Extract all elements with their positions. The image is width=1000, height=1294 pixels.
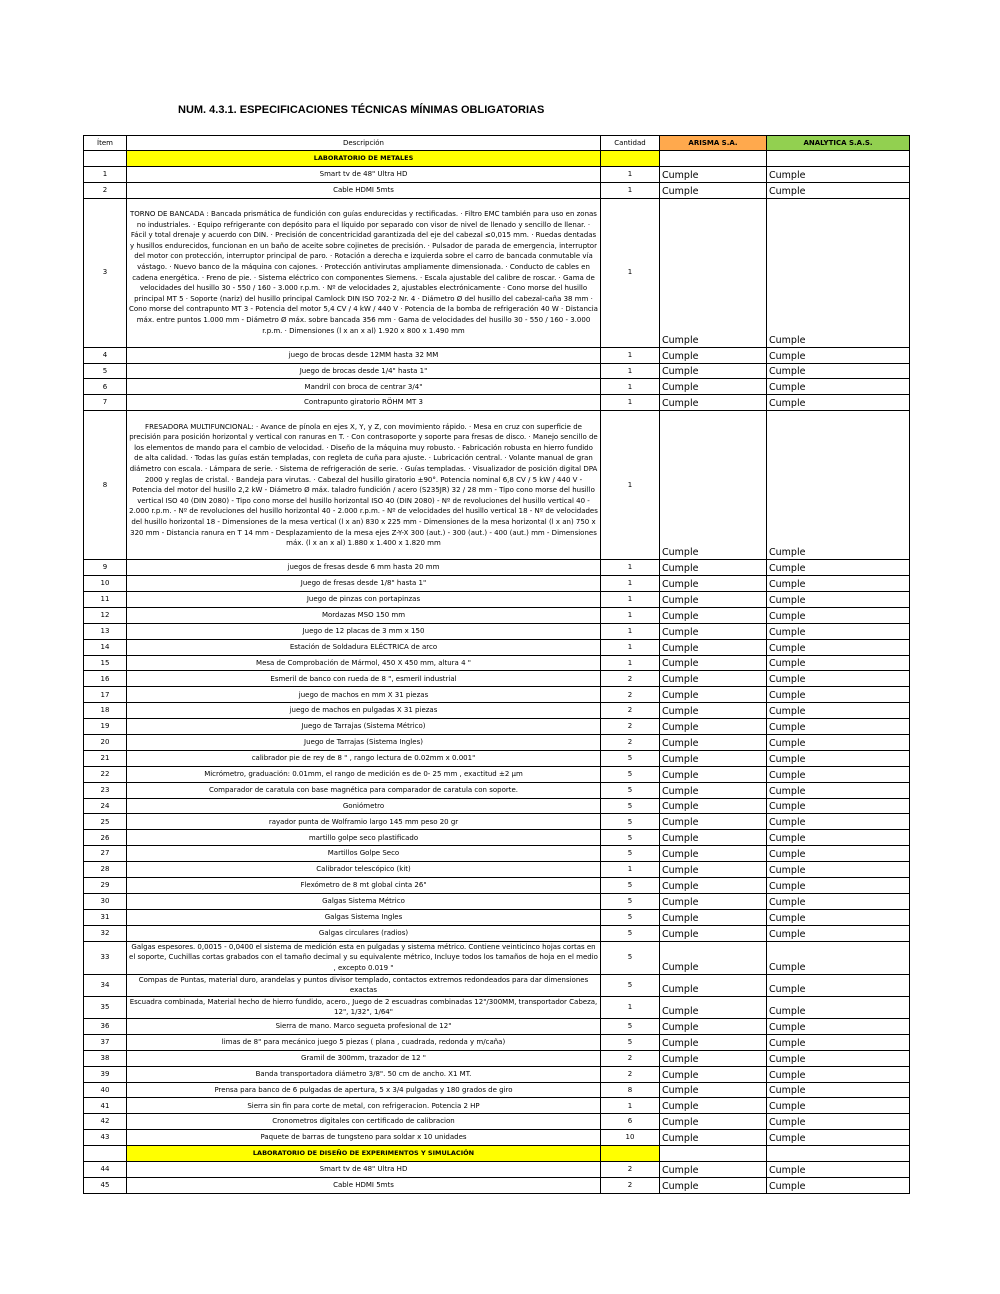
item-quantity: 1 [601,592,660,608]
item-description: Martillos Golpe Seco [127,846,601,862]
compliance-analytica: Cumple [767,1114,910,1130]
item-number: 2 [84,182,127,198]
table-row [84,878,910,894]
compliance-arisma: Cumple [660,1098,767,1114]
item-quantity: 1 [601,379,660,395]
item-quantity: 5 [601,974,660,996]
table-row [84,862,910,878]
table-row [84,1082,910,1098]
item-quantity: 5 [601,909,660,925]
table-row [84,893,910,909]
header-description: Descripción [127,136,601,151]
item-number: 44 [84,1162,127,1178]
item-quantity: 1 [601,576,660,592]
compliance-analytica: Cumple [767,347,910,363]
compliance-arisma: Cumple [660,576,767,592]
item-number: 19 [84,719,127,735]
table-row [84,363,910,379]
item-description: Juego de Tarrajas (Sistema Métrico) [127,719,601,735]
item-description: rayador punta de Wolframio largo 145 mm peso 20 gr [127,814,601,830]
section-spacer [84,151,127,167]
table-row [84,974,910,996]
compliance-analytica: Cumple [767,766,910,782]
compliance-analytica: Cumple [767,560,910,576]
item-number: 21 [84,750,127,766]
item-description: martillo golpe seco plastificado [127,830,601,846]
compliance-arisma: Cumple [660,735,767,751]
compliance-arisma: Cumple [660,411,767,560]
item-number: 18 [84,703,127,719]
item-description: juego de brocas desde 12MM hasta 32 MM [127,347,601,363]
item-quantity: 5 [601,766,660,782]
compliance-analytica: Cumple [767,363,910,379]
compliance-analytica: Cumple [767,878,910,894]
compliance-analytica: Cumple [767,782,910,798]
compliance-analytica: Cumple [767,974,910,996]
table-row [84,639,910,655]
item-quantity: 1 [601,560,660,576]
item-description: Cronometros digitales con certificado de calibracion [127,1114,601,1130]
compliance-analytica: Cumple [767,1130,910,1146]
compliance-arisma: Cumple [660,878,767,894]
table-row [84,166,910,182]
item-quantity: 1 [601,166,660,182]
item-description: Estación de Soldadura ELÉCTRICA de arco [127,639,601,655]
table-row [84,198,910,347]
item-quantity: 2 [601,735,660,751]
item-quantity: 1 [601,607,660,623]
item-description: Cable HDMI 5mts [127,182,601,198]
table-row [84,1034,910,1050]
item-number: 11 [84,592,127,608]
compliance-arisma: Cumple [660,703,767,719]
item-number: 17 [84,687,127,703]
header-quantity: Cantidad [601,136,660,151]
table-row [84,1050,910,1066]
compliance-analytica: Cumple [767,182,910,198]
item-number: 8 [84,411,127,560]
table-row [84,766,910,782]
section-spacer [601,1146,660,1162]
item-number: 13 [84,623,127,639]
item-number: 20 [84,735,127,751]
compliance-analytica: Cumple [767,862,910,878]
table-row [84,592,910,608]
item-number: 14 [84,639,127,655]
item-description: Galgas Sistema Métrico [127,893,601,909]
item-description: juego de machos en mm X 31 piezas [127,687,601,703]
item-quantity: 1 [601,623,660,639]
item-quantity: 5 [601,782,660,798]
item-number: 29 [84,878,127,894]
compliance-arisma: Cumple [660,925,767,941]
table-row [84,1177,910,1193]
compliance-arisma: Cumple [660,974,767,996]
item-quantity: 5 [601,925,660,941]
item-number: 45 [84,1177,127,1193]
item-description: calibrador pie de rey de 8 " , rango lectura de 0.02mm x 0.001" [127,750,601,766]
compliance-arisma: Cumple [660,1066,767,1082]
compliance-analytica: Cumple [767,1018,910,1034]
compliance-analytica: Cumple [767,655,910,671]
item-number: 40 [84,1082,127,1098]
item-description: Escuadra combinada, Material hecho de hierro fundido, acero., Juego de 2 escuadras combinadas 12"/300MM, transportador Cabeza, 12", 1/32", 1/64" [127,996,601,1018]
item-number: 24 [84,798,127,814]
compliance-analytica: Cumple [767,166,910,182]
compliance-arisma: Cumple [660,655,767,671]
item-quantity: 1 [601,395,660,411]
compliance-analytica: Cumple [767,830,910,846]
table-row [84,798,910,814]
item-number: 39 [84,1066,127,1082]
item-number: 30 [84,893,127,909]
table-row [84,395,910,411]
item-number: 23 [84,782,127,798]
compliance-arisma: Cumple [660,719,767,735]
compliance-arisma: Cumple [660,862,767,878]
item-description: Smart tv de 48" Ultra HD [127,166,601,182]
item-quantity: 1 [601,198,660,347]
item-number: 5 [84,363,127,379]
item-description: Galgas espesores. 0,0015 - 0,0400 el sistema de medición esta en pulgadas y sistema métrico. Contiene veinticinco hojas cortas en el soporte, Cuchillas cortas grabados con el tamaño decimal y su equivalente métrico, Incluye todos los tamaños de hoja en el medio , excepto 0.019 " [127,941,601,974]
item-description: Galgas circulares (radios) [127,925,601,941]
item-description: Galgas Sistema Ingles [127,909,601,925]
compliance-arisma: Cumple [660,830,767,846]
item-quantity: 6 [601,1114,660,1130]
section-row [84,151,910,167]
item-description: Juego de brocas desde 1/4" hasta 1" [127,363,601,379]
item-number: 6 [84,379,127,395]
item-quantity: 2 [601,1162,660,1178]
item-quantity: 1 [601,639,660,655]
table-row [84,1018,910,1034]
compliance-analytica: Cumple [767,1034,910,1050]
compliance-analytica: Cumple [767,703,910,719]
compliance-analytica: Cumple [767,909,910,925]
compliance-arisma: Cumple [660,996,767,1018]
item-quantity: 1 [601,347,660,363]
table-row [84,750,910,766]
table-row [84,830,910,846]
compliance-arisma: Cumple [660,846,767,862]
item-quantity: 5 [601,893,660,909]
table-row [84,379,910,395]
compliance-analytica: Cumple [767,814,910,830]
item-number: 41 [84,1098,127,1114]
compliance-arisma: Cumple [660,1018,767,1034]
compliance-analytica: Cumple [767,671,910,687]
item-description: Sierra sin fin para corte de metal, con refrigeracion. Potencia 2 HP [127,1098,601,1114]
specifications-table [83,135,910,1194]
section-spacer [84,1146,127,1162]
item-number: 36 [84,1018,127,1034]
compliance-analytica: Cumple [767,1177,910,1193]
compliance-analytica: Cumple [767,719,910,735]
compliance-analytica: Cumple [767,687,910,703]
item-quantity: 1 [601,996,660,1018]
item-description: Paquete de barras de tungsteno para soldar x 10 unidades [127,1130,601,1146]
item-description: Mesa de Comprobación de Mármol, 450 X 450 mm, altura 4 " [127,655,601,671]
item-description: Juego de fresas desde 1/8" hasta 1" [127,576,601,592]
item-quantity: 8 [601,1082,660,1098]
item-description: Micrómetro, graduación: 0.01mm, el rango de medición es de 0- 25 mm , exactitud ±2 µm [127,766,601,782]
item-description: Prensa para banco de 6 pulgadas de apertura, 5 x 3/4 pulgadas y 180 grados de giro [127,1082,601,1098]
item-quantity: 2 [601,687,660,703]
table-row [84,347,910,363]
item-number: 25 [84,814,127,830]
item-description: Calibrador telescópico (kit) [127,862,601,878]
compliance-analytica: Cumple [767,592,910,608]
item-number: 42 [84,1114,127,1130]
section-title: LABORATORIO DE DISEÑO DE EXPERIMENTOS Y SIMULACIÓN [127,1146,601,1162]
item-quantity: 5 [601,814,660,830]
compliance-arisma: Cumple [660,1162,767,1178]
item-quantity: 5 [601,878,660,894]
table-row [84,996,910,1018]
item-quantity: 2 [601,719,660,735]
table-row [84,182,910,198]
compliance-arisma: Cumple [660,687,767,703]
compliance-analytica: Cumple [767,395,910,411]
compliance-arisma: Cumple [660,798,767,814]
item-number: 7 [84,395,127,411]
compliance-arisma: Cumple [660,1082,767,1098]
header-item: Ítem [84,136,127,151]
item-quantity: 1 [601,862,660,878]
compliance-arisma: Cumple [660,363,767,379]
table-row [84,687,910,703]
compliance-analytica: Cumple [767,941,910,974]
compliance-arisma: Cumple [660,671,767,687]
item-description: juegos de fresas desde 6 mm hasta 20 mm [127,560,601,576]
compliance-analytica: Cumple [767,623,910,639]
section-spacer [767,1146,910,1162]
table-row [84,909,910,925]
compliance-arisma: Cumple [660,379,767,395]
compliance-arisma: Cumple [660,166,767,182]
item-description: Compas de Puntas, material duro, arandelas y puntos divisor templado, contactos extremos redondeados para dar dimensiones exactas [127,974,601,996]
compliance-arisma: Cumple [660,347,767,363]
item-quantity: 2 [601,671,660,687]
item-description: Goniómetro [127,798,601,814]
item-description: limas de 8" para mecánico juego 5 piezas ( plana , cuadrada, redonda y m/caña) [127,1034,601,1050]
item-number: 16 [84,671,127,687]
item-number: 15 [84,655,127,671]
compliance-analytica: Cumple [767,996,910,1018]
compliance-analytica: Cumple [767,198,910,347]
compliance-analytica: Cumple [767,798,910,814]
item-number: 35 [84,996,127,1018]
compliance-arisma: Cumple [660,1130,767,1146]
table-row [84,814,910,830]
table-row [84,719,910,735]
table-row [84,1098,910,1114]
compliance-arisma: Cumple [660,941,767,974]
table-row [84,846,910,862]
item-number: 33 [84,941,127,974]
compliance-analytica: Cumple [767,411,910,560]
table-row [84,941,910,974]
compliance-analytica: Cumple [767,1082,910,1098]
item-description: Contrapunto giratorio RÖHM MT 3 [127,395,601,411]
compliance-arisma: Cumple [660,1177,767,1193]
header-vendor-analytica: ANALYTICA S.A.S. [767,136,910,151]
table-row [84,1162,910,1178]
compliance-analytica: Cumple [767,925,910,941]
item-number: 43 [84,1130,127,1146]
item-description: Flexómetro de 8 mt global cinta 26" [127,878,601,894]
item-number: 1 [84,166,127,182]
item-quantity: 1 [601,1098,660,1114]
item-number: 9 [84,560,127,576]
table-row [84,1130,910,1146]
table-row [84,411,910,560]
item-quantity: 2 [601,1177,660,1193]
item-quantity: 5 [601,941,660,974]
compliance-arisma: Cumple [660,395,767,411]
item-quantity: 1 [601,182,660,198]
item-quantity: 5 [601,1034,660,1050]
table-row [84,623,910,639]
item-description: Mordazas MSO 150 mm [127,607,601,623]
item-quantity: 2 [601,1066,660,1082]
item-quantity: 5 [601,750,660,766]
item-number: 27 [84,846,127,862]
item-quantity: 5 [601,846,660,862]
section-title: LABORATORIO DE METALES [127,151,601,167]
item-quantity: 2 [601,1050,660,1066]
item-description: Juego de pinzas con portapinzas [127,592,601,608]
item-number: 31 [84,909,127,925]
item-number: 22 [84,766,127,782]
compliance-arisma: Cumple [660,1050,767,1066]
section-row [84,1146,910,1162]
item-number: 4 [84,347,127,363]
page-title: NUM. 4.3.1. ESPECIFICACIONES TÉCNICAS MÍNIMAS OBLIGATORIAS [178,104,545,116]
section-spacer [601,151,660,167]
item-number: 32 [84,925,127,941]
compliance-arisma: Cumple [660,198,767,347]
item-quantity: 2 [601,703,660,719]
compliance-arisma: Cumple [660,1034,767,1050]
table-row [84,560,910,576]
compliance-analytica: Cumple [767,893,910,909]
compliance-arisma: Cumple [660,893,767,909]
item-number: 26 [84,830,127,846]
compliance-analytica: Cumple [767,735,910,751]
compliance-analytica: Cumple [767,750,910,766]
item-description: Mandril con broca de centrar 3/4" [127,379,601,395]
item-number: 34 [84,974,127,996]
item-description: Juego de 12 placas de 3 mm x 150 [127,623,601,639]
item-number: 28 [84,862,127,878]
table-row [84,655,910,671]
item-description: Cable HDMI 5mts [127,1177,601,1193]
section-spacer [660,1146,767,1162]
table-header-row [84,136,910,151]
compliance-analytica: Cumple [767,576,910,592]
item-number: 3 [84,198,127,347]
table-row [84,925,910,941]
compliance-arisma: Cumple [660,750,767,766]
item-description: Sierra de mano. Marco segueta profesional de 12" [127,1018,601,1034]
table-row [84,782,910,798]
item-description: Smart tv de 48" Ultra HD [127,1162,601,1178]
item-quantity: 5 [601,830,660,846]
table-row [84,1066,910,1082]
item-quantity: 5 [601,798,660,814]
table-row [84,735,910,751]
item-description: TORNO DE BANCADA : Bancada prismática de fundición con guías endurecidas y rectificadas. · Filtro EMC también para uso en zonas no industriales. · Equipo refrigerante con depósito para el líquido por separado con visor de nivel de llenado y sencillo de llenar. · Fácil y total drenaje y acuerdo con DIN. · Precisión de concentricidad garantizada del eje del cabezal ≤0,015 mm. · Ruedas dentadas y husillos endurecidos, funcionan en un baño de aceite sobre cojinetes de precisión. · Pulsador de parada de emergencia, interruptor del motor con protección, interruptor principal de paro. · Rotación a derecha e izquierda sobre el carro de bancada conmutable vía vástago. · Nuevo banco de la máquina con cajones. · Protección antivirutas ampliamente dimensionada. · Conducto de cables en cadena energética. · Freno de pie. · Sistema eléctrico con componentes Siemens. · Escala ajustable del calibre de roscar. · Gama de velocidades del husillo 30 - 550 / 160 - 3.000 r.p.m. · Nº de velocidades 2, ajustables electrónicamente · Cono morse del husillo principal MT 5 · Soporte (nariz) del husillo principal Camlock DIN ISO 702-2 Nr. 4 · Diámetro Ø del husillo del cabezal-caña 38 mm · Cono morse del contrapunto MT 3 - Potencia del motor 5,4 CV / 4 kW / 440 V · Potencia de la bomba de refrigeración 40 W · Distancia máx. entre puntos 1.000 mm - Diámetro Ø máx. sobre bancada 356 mm · Gama de velocidades del husillo 30 - 550 / 160 - 3.000 r.p.m. · Dimensiones (l x an x al) 1.920 x 800 x 1.490 mm [127,198,601,347]
table-row [84,607,910,623]
compliance-arisma: Cumple [660,623,767,639]
compliance-analytica: Cumple [767,607,910,623]
item-number: 38 [84,1050,127,1066]
item-description: FRESADORA MULTIFUNCIONAL: · Avance de pínola en ejes X, Y, y Z, con movimiento rápido. · Mesa en cruz con superficie de precisión para posición horizontal y vertical con ranuras en T. · Con contrasoporte y soporte para fresas de disco. · Manejo sencillo de los elementos de mando para el cambio de velocidad. · Diseño de la máquina muy robusto. · Fabricación robusta en hierro fundido de alta calidad. · Todas las guías están templadas, con regleta de cuña para ajuste. · Lubricación central. · Volante manual de gran diámetro con escala. · Lámpara de serie. · Sistema de refrigeración de serie. · Guías templadas. · Visualizador de posición digital DPA 2000 y reglas de cristal. · Bandeja para virutas. · Cabezal del husillo giratorio ±90°. Potencia nominal 6,8 CV / 5 kW / 440 V - Potencia del motor del husillo 2,2 kW - Diámetro Ø máx. taladro fundición / acero (S235JR) 32 / 28 mm - Tipo cono morse del husillo vertical ISO 40 (DIN 2080) - Tipo cono morse del husillo horizontal ISO 40 (DIN 2080) - Nº de revoluciones del husillo vertical 40 - 2.000 r.p.m. - Nº de revoluciones del husillo horizontal 40 - 2.000 r.p.m. - Nº de velocidades del husillo vertical 18 - Nº de velocidades del husillo horizontal 18 - Dimensiones de la mesa vertical (l x an) 830 x 225 mm - Dimensiones de la mesa horizontal (l x an) 750 x 320 mm - Distancia ranura en T 14 mm - Desplazamiento de la mesa ejes Z-Y-X 300 (aut.) - 300 (aut.) - 400 (aut.) mm - Dimensiones máx. (l x an x al) 1.880 x 1.400 x 1.820 mm [127,411,601,560]
compliance-arisma: Cumple [660,782,767,798]
compliance-analytica: Cumple [767,1066,910,1082]
item-quantity: 10 [601,1130,660,1146]
section-spacer [767,151,910,167]
compliance-analytica: Cumple [767,846,910,862]
compliance-arisma: Cumple [660,909,767,925]
item-number: 37 [84,1034,127,1050]
compliance-arisma: Cumple [660,639,767,655]
table-row [84,703,910,719]
compliance-analytica: Cumple [767,1050,910,1066]
item-description: Comparador de caratula con base magnética para comparador de caratula con soporte. [127,782,601,798]
section-spacer [660,151,767,167]
compliance-arisma: Cumple [660,766,767,782]
compliance-arisma: Cumple [660,1114,767,1130]
header-vendor-arisma: ARISMA S.A. [660,136,767,151]
table-row [84,671,910,687]
compliance-arisma: Cumple [660,814,767,830]
compliance-arisma: Cumple [660,560,767,576]
compliance-analytica: Cumple [767,639,910,655]
compliance-arisma: Cumple [660,592,767,608]
item-quantity: 1 [601,411,660,560]
item-description: juego de machos en pulgadas X 31 piezas [127,703,601,719]
item-description: Juego de Tarrajas (Sistema Ingles) [127,735,601,751]
compliance-arisma: Cumple [660,182,767,198]
item-quantity: 1 [601,655,660,671]
compliance-analytica: Cumple [767,1098,910,1114]
item-quantity: 1 [601,363,660,379]
item-description: Banda transportadora diámetro 3/8". 50 cm de ancho. X1 MT. [127,1066,601,1082]
item-number: 10 [84,576,127,592]
compliance-analytica: Cumple [767,1162,910,1178]
item-number: 12 [84,607,127,623]
item-description: Gramil de 300mm, trazador de 12 " [127,1050,601,1066]
table-row [84,1114,910,1130]
item-quantity: 5 [601,1018,660,1034]
compliance-analytica: Cumple [767,379,910,395]
compliance-arisma: Cumple [660,607,767,623]
item-description: Esmeril de banco con rueda de 8 ", esmeril industrial [127,671,601,687]
table-row [84,576,910,592]
